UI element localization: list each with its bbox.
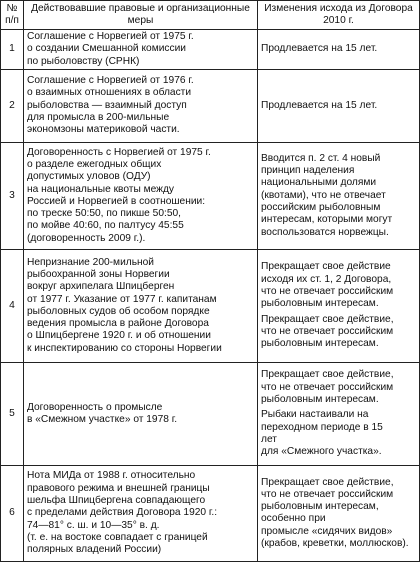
row-num: 1	[1, 30, 24, 70]
row-measure: Договоренность с Норвегией от 1975 г. о разделе ежегодных общих допустимых уловов (ОДУ) на национальные квоты между Россией и Норвегией в соотношении: по треске 50:50, по пикше 50:50, по мойве 40:60, по палтусу 45:55 (договоренность 2009 г.).	[24, 142, 258, 249]
row-num: 6	[1, 465, 24, 561]
table-row	[1, 30, 420, 70]
row-change: Прекращает свое действие, что не отвечает российским рыболовным интересам. Рыбаки настаивали на переходном периоде в 15 лет для «Смежного участка».	[258, 362, 420, 465]
row-measure: Нота МИДа от 1988 г. относительно правового режима и внешней границы шельфа Шпицбергена совпадающего с пределами действия Договора 1920 г.: 74—81° с. ш. и 10—35° в. д. (т. е. на востоке совпадает с границей полярных владений России)	[24, 465, 258, 561]
row-num: 3	[1, 142, 24, 249]
header-num: № п/п	[1, 1, 24, 30]
row-num: 5	[1, 362, 24, 465]
table-row	[1, 69, 420, 142]
table-row	[1, 249, 420, 362]
row-measure: Соглашение с Норвегией от 1975 г. о создании Смешанной комиссии по рыболовству (СРНК)	[24, 30, 258, 70]
table-row	[1, 465, 420, 561]
header-measures: Действовавшие правовые и организационные меры	[24, 1, 258, 30]
table-row	[1, 362, 420, 465]
table-row	[1, 142, 420, 249]
row-measure: Непризнание 200-мильной рыбоохранной зоны Норвегии вокруг архипелага Шпицберген от 1977 г. Указание от 1977 г. капитанам рыболовных судов об особом порядке ведения промысла в районе Договора о Шпицбергене 1920 г. и об отношении к инспектированию со стороны Норвегии	[24, 249, 258, 362]
table-header-row	[1, 1, 420, 30]
row-change: Продлевается на 15 лет.	[258, 30, 420, 70]
row-num: 4	[1, 249, 24, 362]
row-num: 2	[1, 69, 24, 142]
row-measure: Соглашение с Норвегией от 1976 г. о взаимных отношениях в области рыболовства — взаимный доступ для промысла в 200-мильные экономзоны материковой части.	[24, 69, 258, 142]
header-changes: Изменения исхода из Договора 2010 г.	[258, 1, 420, 30]
row-change: Продлевается на 15 лет.	[258, 69, 420, 142]
row-change: Прекращает свое действие исходя их ст. 1, 2 Договора, что не отвечает российским рыболовным интересам. Прекращает свое действие, что не отвечает российским рыболовным интересам.	[258, 249, 420, 362]
row-change: Прекращает свое действие, что не отвечает российским рыболовным интересам, особенно при промысле «сидячих видов» (крабов, креветки, моллюсков).	[258, 465, 420, 561]
row-measure: Договоренность о промысле в «Смежном участке» от 1978 г.	[24, 362, 258, 465]
row-change: Вводится п. 2 ст. 4 новый принцип наделения национальными долями (квотами), что не отвечает российским рыболовным интересам, которыми могут воспользоватся норвежцы.	[258, 142, 420, 249]
